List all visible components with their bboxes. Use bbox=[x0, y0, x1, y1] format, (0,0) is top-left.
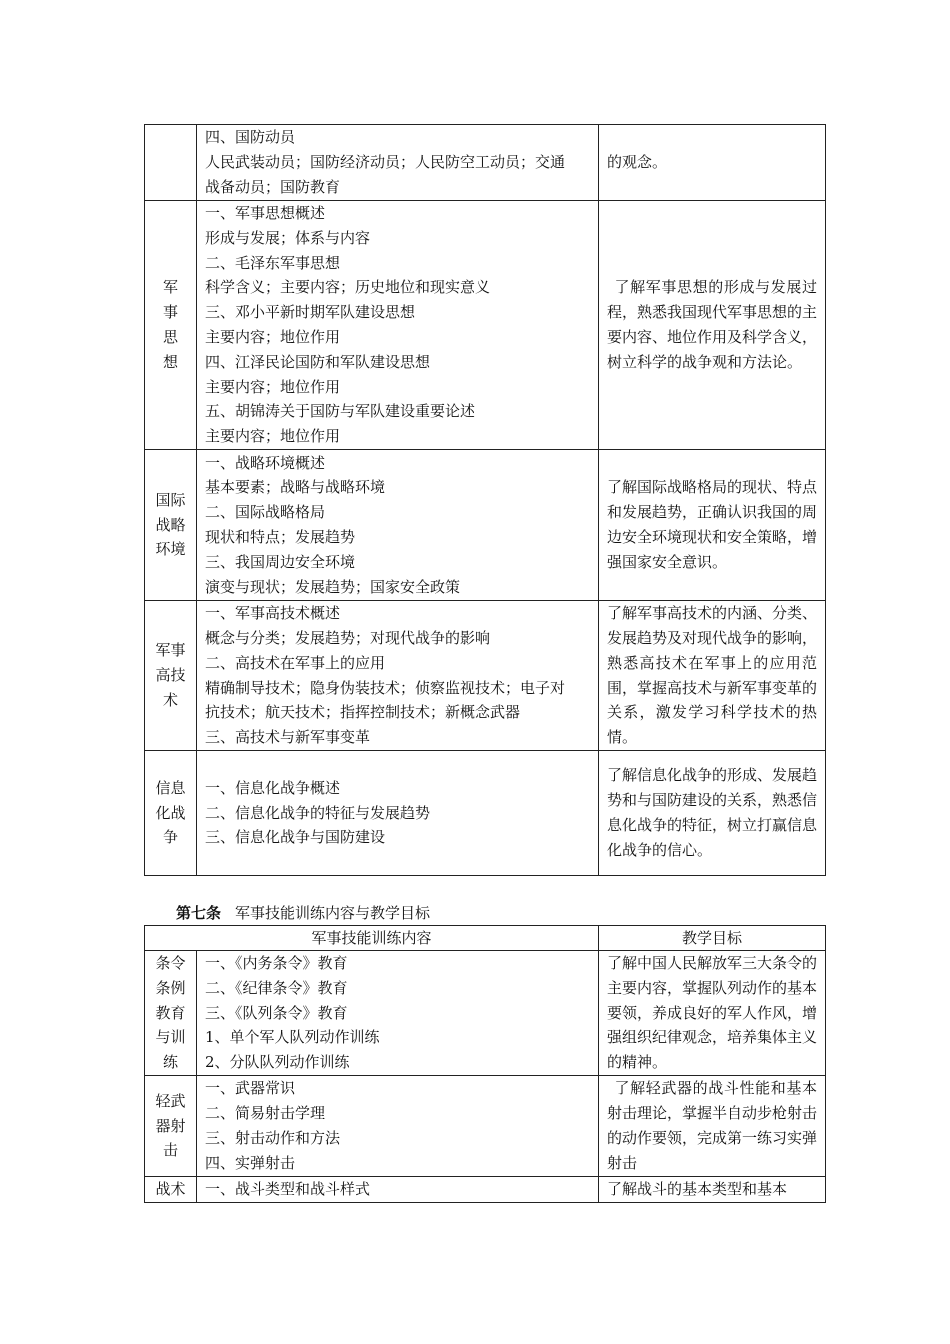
content-line: 科学含义；主要内容；历史地位和现实意义 bbox=[205, 278, 491, 297]
content-line: 三、邓小平新时期军队建设思想 bbox=[205, 303, 416, 322]
theory-course-table bbox=[144, 124, 826, 876]
row-content bbox=[197, 450, 599, 601]
category-char: 战术 bbox=[155, 1180, 186, 1198]
row-goal bbox=[599, 1076, 826, 1177]
table-row bbox=[145, 201, 826, 450]
content-line: 一、信息化战争概述 bbox=[205, 778, 341, 797]
category-char: 轻武 bbox=[155, 1091, 186, 1110]
content-line: 战备动员；国防教育 bbox=[205, 177, 341, 196]
category-char: 器射 bbox=[155, 1116, 186, 1135]
content-line: 基本要素；战略与战略环境 bbox=[205, 478, 386, 497]
skills-training-table bbox=[144, 925, 826, 1203]
category-char: 信息 bbox=[155, 778, 186, 797]
content-line: 四、实弹射击 bbox=[205, 1153, 296, 1172]
content-line: 一、战斗类型和战斗样式 bbox=[205, 1180, 371, 1198]
content-line: 现状和特点；发展趋势 bbox=[205, 528, 356, 546]
row-goal bbox=[599, 450, 826, 601]
row-category bbox=[145, 951, 197, 1076]
row-goal bbox=[599, 125, 826, 201]
content-line: 二、《纪律条令》教育 bbox=[205, 978, 348, 997]
table-row bbox=[145, 1076, 826, 1177]
category-char: 击 bbox=[162, 1141, 178, 1160]
content-line: 二、简易射击学理 bbox=[205, 1104, 326, 1123]
row-content bbox=[197, 601, 599, 751]
category-char: 争 bbox=[162, 828, 178, 847]
content-line: 三、信息化战争与国防建设 bbox=[205, 828, 386, 847]
row-content bbox=[197, 1076, 599, 1177]
row-content bbox=[197, 1177, 599, 1203]
category-char: 思 bbox=[162, 328, 178, 346]
goal-text: 了解轻武器的战斗性能和基本射击理论，掌握半自动步枪射击的动作要领，完成第一练习实弹射击 bbox=[607, 1079, 818, 1172]
table-row bbox=[145, 601, 826, 751]
category-char: 军 bbox=[162, 278, 178, 297]
table-row bbox=[145, 1177, 826, 1203]
goal-text: 的观念。 bbox=[607, 153, 668, 172]
article-number: 第七条 bbox=[176, 904, 222, 922]
content-line: 一、军事高技术概述 bbox=[205, 604, 341, 623]
category-char: 条例 bbox=[155, 978, 186, 997]
category-char: 环境 bbox=[155, 540, 186, 559]
content-line: 1、单个军人队列动作训练 bbox=[205, 1028, 380, 1047]
content-line: 二、毛泽东军事思想 bbox=[205, 253, 341, 272]
category-char: 国际 bbox=[155, 490, 186, 509]
row-category bbox=[145, 601, 197, 751]
row-category bbox=[145, 751, 197, 876]
row-goal bbox=[599, 951, 826, 1076]
category-char: 高技 bbox=[155, 666, 186, 685]
goal-text: 了解国际战略格局的现状、特点和发展趋势，正确认识我国的周边安全环境现状和安全策略，增强国家安全意识。 bbox=[607, 478, 818, 571]
category-char: 军事 bbox=[155, 641, 186, 660]
goal-text: 了解战斗的基本类型和基本 bbox=[607, 1180, 788, 1198]
row-content bbox=[197, 951, 599, 1076]
row-content bbox=[197, 751, 599, 876]
category-char: 与训 bbox=[155, 1028, 186, 1047]
content-line: 演变与现状；发展趋势；国家安全政策 bbox=[205, 577, 461, 596]
category-char: 条令 bbox=[155, 954, 186, 972]
category-char: 术 bbox=[162, 690, 178, 709]
content-line: 一、战略环境概述 bbox=[205, 453, 326, 472]
content-line: 精确制导技术；隐身伪装技术；侦察监视技术；电子对 bbox=[205, 678, 566, 697]
table-row bbox=[145, 125, 826, 201]
content-line: 五、胡锦涛关于国防与军队建设重要论述 bbox=[205, 402, 476, 421]
row-goal bbox=[599, 601, 826, 751]
content-line: 形成与发展；体系与内容 bbox=[205, 228, 371, 247]
content-line: 人民武装动员；国防经济动员；人民防空工动员；交通 bbox=[205, 153, 566, 172]
row-goal bbox=[599, 1177, 826, 1203]
content-line: 一、军事思想概述 bbox=[205, 204, 326, 223]
row-category bbox=[145, 1076, 197, 1177]
content-line: 二、国际战略格局 bbox=[205, 503, 326, 522]
row-category bbox=[145, 125, 197, 201]
category-char: 化战 bbox=[155, 803, 186, 822]
goal-text: 了解军事思想的形成与发展过程，熟悉我国现代军事思想的主要内容、地位作用及科学含义，树立科学的战争观和方法论。 bbox=[607, 278, 818, 371]
row-goal bbox=[599, 201, 826, 450]
content-line: 一、《内务条令》教育 bbox=[205, 954, 348, 972]
goal-text: 了解信息化战争的形成、发展趋势和与国防建设的关系，熟悉信息化战争的特征，树立打赢信息化战争的信心。 bbox=[607, 766, 818, 859]
row-category bbox=[145, 201, 197, 450]
content-line: 二、高技术在军事上的应用 bbox=[205, 653, 386, 672]
category-char: 教育 bbox=[155, 1003, 186, 1022]
content-line: 四、国防动员 bbox=[205, 128, 296, 147]
row-content bbox=[197, 125, 599, 201]
header-goal: 教学目标 bbox=[599, 926, 826, 951]
row-goal bbox=[599, 751, 826, 876]
content-line: 主要内容；地位作用 bbox=[205, 377, 341, 396]
category-char: 想 bbox=[162, 352, 178, 371]
content-line: 三、《队列条令》教育 bbox=[205, 1003, 348, 1022]
table-row bbox=[145, 751, 826, 876]
article-heading bbox=[176, 902, 430, 924]
content-line: 主要内容；地位作用 bbox=[205, 328, 341, 346]
row-content bbox=[197, 201, 599, 450]
article-title: 军事技能训练内容与教学目标 bbox=[235, 904, 431, 922]
goal-text: 了解军事高技术的内涵、分类、发展趋势及对现代战争的影响，熟悉高技术在军事上的应用范围，掌握高技术与新军事变革的关系，激发学习科学技术的热情。 bbox=[607, 604, 818, 747]
content-line: 2、分队队列动作训练 bbox=[205, 1053, 350, 1072]
content-line: 主要内容；地位作用 bbox=[205, 427, 341, 446]
category-char: 练 bbox=[162, 1053, 178, 1072]
row-category bbox=[145, 450, 197, 601]
content-line: 三、我国周边安全环境 bbox=[205, 552, 356, 571]
content-line: 一、武器常识 bbox=[205, 1079, 296, 1098]
table-header-row bbox=[145, 926, 826, 951]
content-line: 抗技术；航天技术；指挥控制技术；新概念武器 bbox=[205, 703, 521, 722]
category-char: 事 bbox=[162, 303, 178, 322]
content-line: 三、高技术与新军事变革 bbox=[205, 728, 371, 747]
header-content: 军事技能训练内容 bbox=[145, 926, 599, 951]
content-line: 二、信息化战争的特征与发展趋势 bbox=[205, 803, 431, 822]
row-category bbox=[145, 1177, 197, 1203]
category-char: 战略 bbox=[155, 515, 186, 534]
content-line: 概念与分类；发展趋势；对现代战争的影响 bbox=[205, 628, 491, 647]
table-row bbox=[145, 951, 826, 1076]
content-line: 四、江泽民论国防和军队建设思想 bbox=[205, 352, 431, 371]
content-line: 三、射击动作和方法 bbox=[205, 1129, 341, 1147]
table-row bbox=[145, 450, 826, 601]
goal-text: 了解中国人民解放军三大条令的主要内容，掌握队列动作的基本要领，养成良好的军人作风，增强组织纪律观念，培养集体主义的精神。 bbox=[607, 954, 818, 1072]
